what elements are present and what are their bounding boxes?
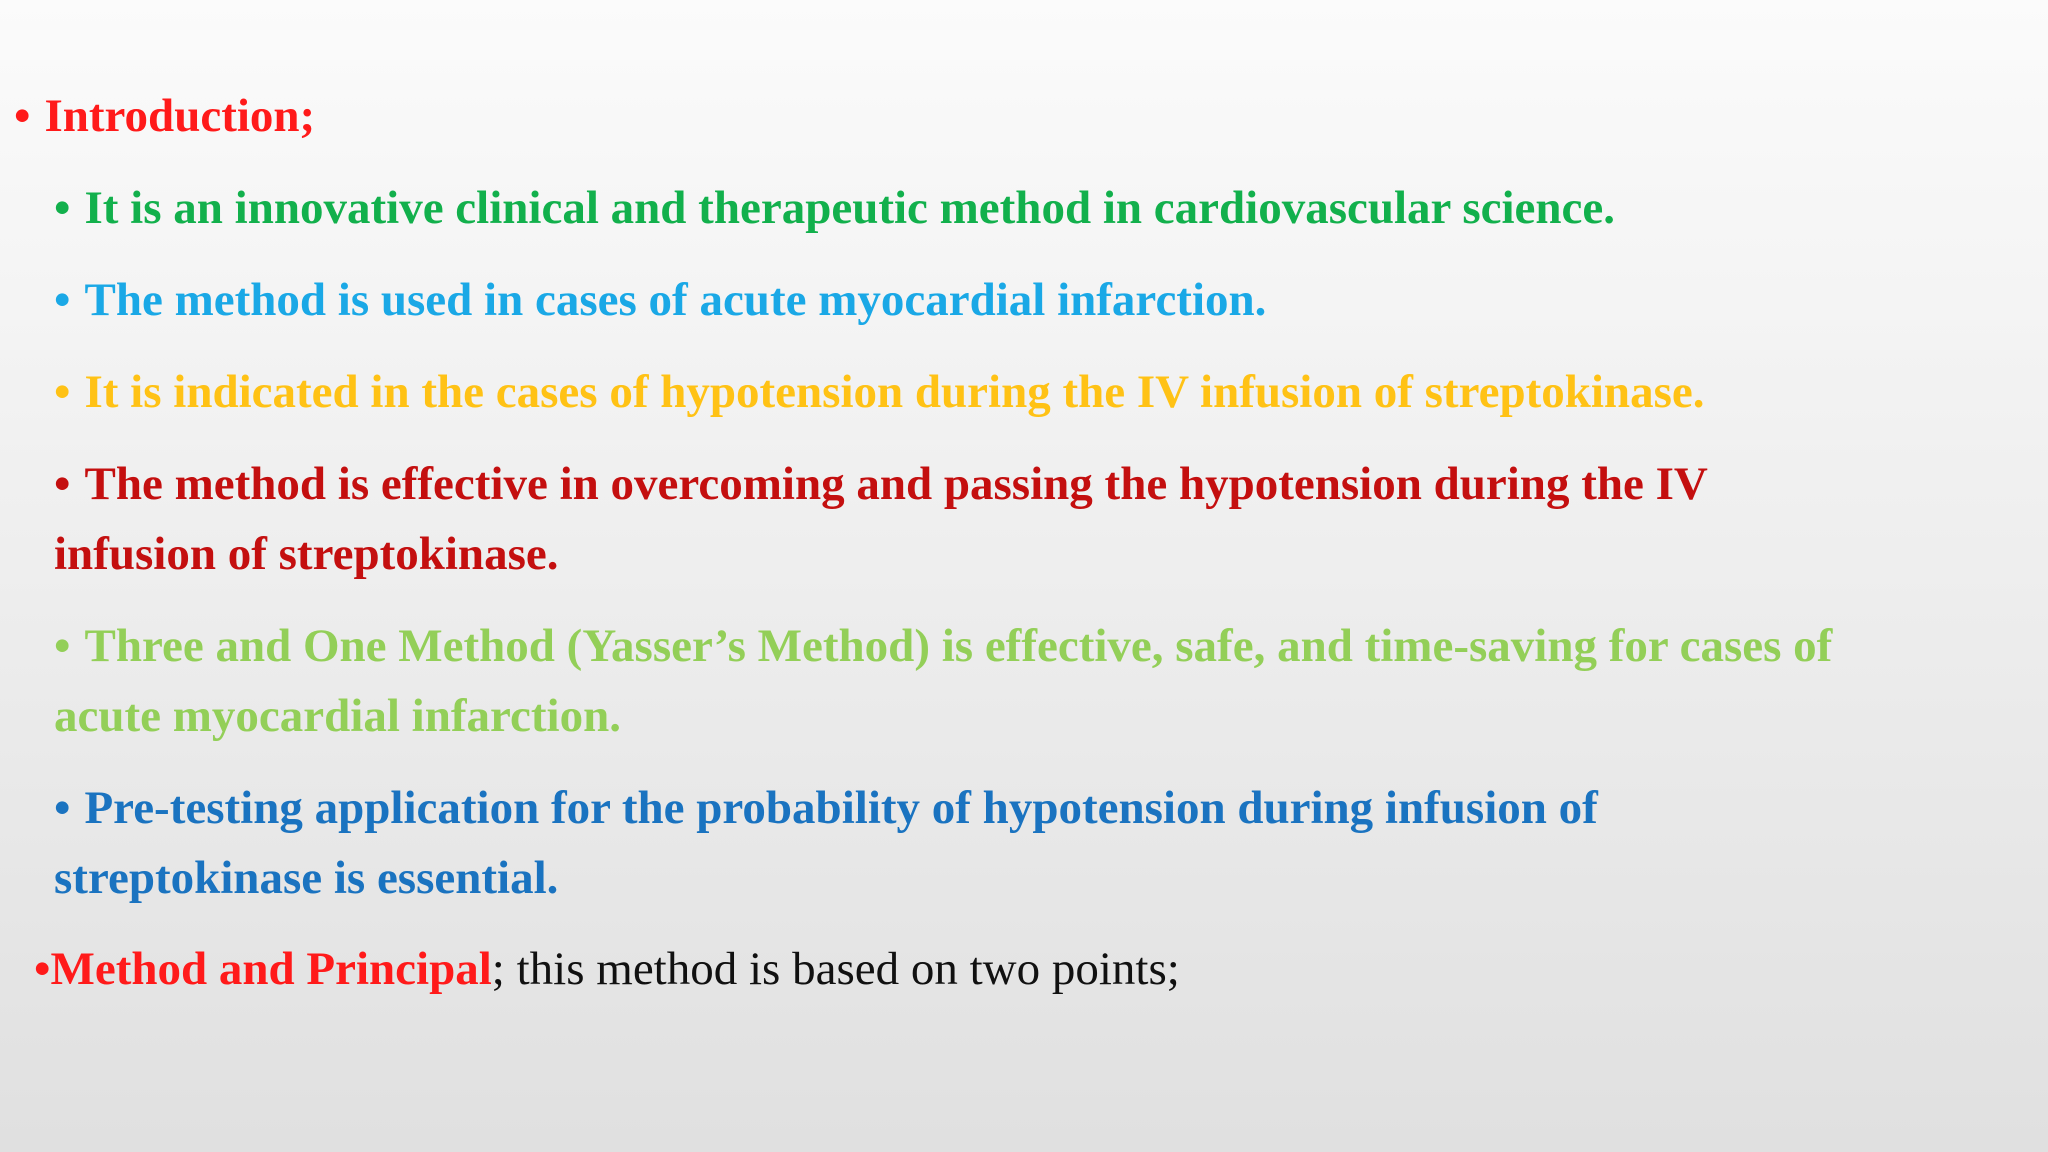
point-innovative-method: [54, 173, 1615, 243]
point-acute-mi: [54, 265, 1266, 335]
point-text: infusion of streptokinase.: [54, 528, 559, 580]
bullet: •: [54, 366, 71, 418]
bullet: •: [54, 620, 71, 672]
point-effective-overcoming: [54, 449, 1708, 519]
point-text: It is an innovative clinical and therapeutic method in cardiovascular science.: [84, 182, 1615, 234]
point-text: The method is effective in overcoming and passing the hypotension during the IV: [84, 458, 1708, 510]
point-effective-overcoming-continued: [54, 519, 558, 589]
point-pre-testing-continued: [54, 843, 558, 913]
bullet: •: [34, 943, 51, 995]
bullet: •: [54, 458, 71, 510]
intro-heading: [14, 81, 315, 151]
point-text: streptokinase is essential.: [54, 852, 559, 904]
bullet: •: [54, 274, 71, 326]
bullet: •: [54, 182, 71, 234]
point-text: Three and One Method (Yasser’s Method) is effective, safe, and time-saving for cases of: [84, 620, 1833, 672]
point-three-and-one-method: [54, 611, 1832, 681]
point-text: It is indicated in the cases of hypotension during the IV infusion of streptokinase.: [84, 366, 1705, 418]
method-and-principal-line: [34, 934, 1180, 1004]
intro-heading-text: Introduction;: [44, 90, 316, 142]
method-text: ; this method is based on two points;: [491, 943, 1180, 995]
bullet: •: [14, 90, 31, 142]
method-label: Method and Principal: [50, 943, 492, 995]
point-indication-hypotension: [54, 357, 1704, 427]
point-text: Pre-testing application for the probability of hypotension during infusion of: [84, 782, 1598, 834]
point-three-and-one-method-continued: [54, 681, 621, 751]
bullet: •: [54, 782, 71, 834]
point-pre-testing: [54, 773, 1598, 843]
point-text: The method is used in cases of acute myocardial infarction.: [84, 274, 1267, 326]
point-text: acute myocardial infarction.: [54, 690, 621, 742]
